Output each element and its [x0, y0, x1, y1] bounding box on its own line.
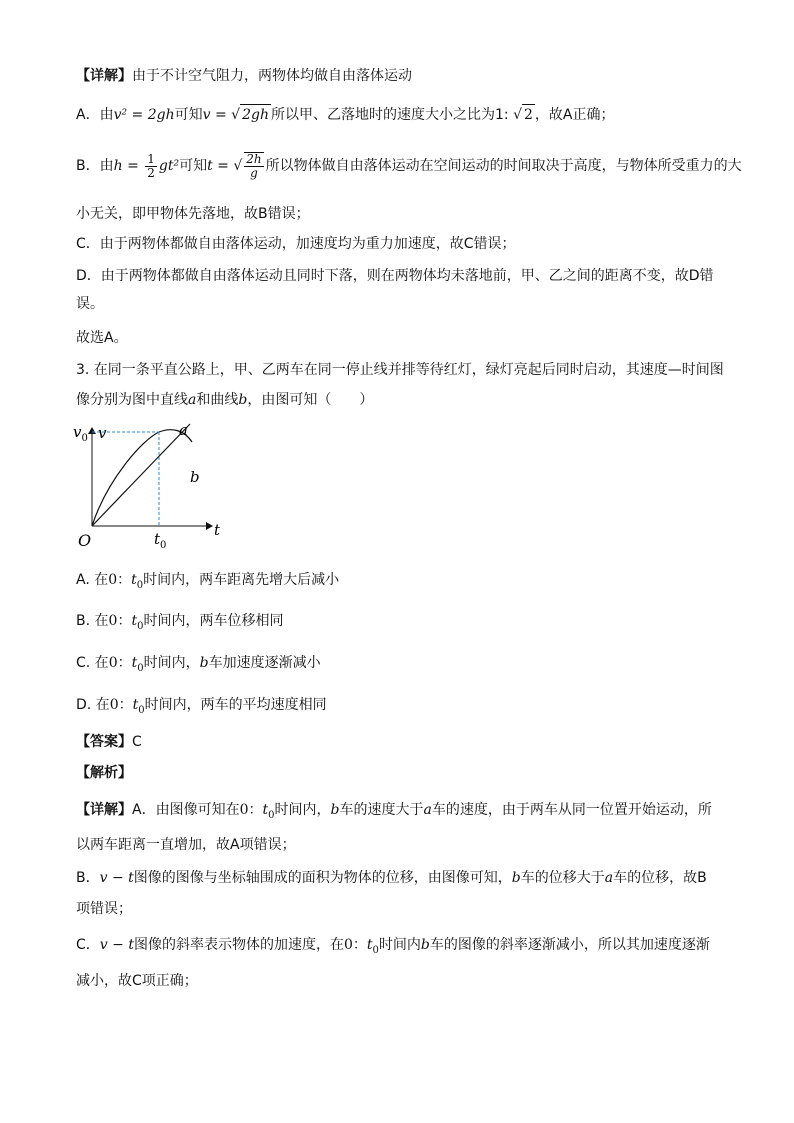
t-var: t — [131, 572, 137, 588]
formula-t-equals: t = — [207, 158, 234, 174]
explanation3-b-line2: 项错误； — [76, 901, 132, 917]
fraction-one-half — [145, 153, 157, 180]
option-text: 时间内，两车距离先增大后减小 — [143, 572, 340, 588]
option-a-prefix: A．由 — [76, 107, 114, 123]
fraction-denominator: 2 — [147, 165, 155, 180]
b-var: b — [511, 870, 521, 886]
b-var: b — [330, 802, 340, 818]
option-d — [76, 695, 327, 721]
option-a — [76, 570, 339, 596]
zero: 0 — [108, 655, 118, 671]
conclusion: 故选A。 — [76, 330, 128, 346]
formula-v-squared: v² = 2gh — [113, 107, 175, 123]
colon: ： — [117, 613, 132, 629]
option-b-mid: 可知 — [179, 158, 208, 174]
question3-line2 — [76, 390, 373, 410]
detail-tag: 【详解】 — [76, 68, 132, 84]
fraction-numerator: 1 — [147, 151, 155, 166]
b-var: b — [420, 937, 430, 953]
option-c — [76, 653, 321, 679]
b-post: 车的位移，故B — [613, 870, 707, 886]
t-var: t — [131, 613, 138, 629]
t-sub: 0 — [138, 704, 145, 716]
q3-var-b: b — [238, 392, 248, 408]
explanation-intro-line — [76, 66, 412, 86]
option-text: 时间内，两车位移相同 — [143, 613, 284, 629]
t-var: t — [131, 655, 138, 671]
explanation-option-b — [76, 152, 742, 180]
label-v: v — [98, 424, 107, 442]
fraction-2h-over-g — [244, 152, 263, 180]
colon: ： — [118, 697, 133, 713]
option-text-pre: 时间内， — [143, 655, 200, 671]
sqrt-2gh: 2gh — [240, 104, 271, 125]
zero: 0 — [109, 697, 119, 713]
explanation3-c-line1 — [76, 935, 710, 961]
t-sub: 0 — [268, 809, 275, 821]
explanation3-c-line2: 减小，故C项正确； — [76, 973, 198, 989]
q3-var-a: a — [188, 392, 197, 408]
label-v0: $v_0$ — [73, 423, 88, 444]
formula-gt-squared: gt² — [158, 158, 180, 174]
b-mid2: 车的位移大于 — [520, 870, 605, 886]
zero: 0 — [108, 572, 118, 588]
curve-b — [92, 430, 192, 526]
label-a: a — [179, 421, 188, 439]
colon: ： — [117, 572, 132, 588]
answer-tag: 【答案】 — [76, 734, 132, 750]
sqrt-sign: √ — [233, 158, 243, 174]
fraction-numerator: 2h — [246, 152, 262, 166]
a-var: a — [423, 802, 432, 818]
colon: ： — [117, 655, 132, 671]
question3-line1: 3. 在同一条平直公路上，甲、乙两车在同一停止线并排等待红灯，绿灯亮起后同时启动，其速度—时间图 — [76, 362, 724, 378]
answer-value: C — [132, 734, 142, 750]
t-sub: 0 — [372, 944, 379, 956]
option-b — [76, 611, 283, 637]
a-pre: A．由图像可知在 — [132, 802, 240, 818]
explanation-option-d-line2: 误。 — [76, 296, 104, 312]
explanation-option-c: C．由于两物体都做自由落体运动，加速度均为重力加速度，故C错误； — [76, 236, 516, 252]
option-a-end: ，故A正确； — [534, 107, 615, 123]
a-mid1: 时间内， — [274, 802, 331, 818]
c-pre: C． — [76, 937, 100, 953]
b-pre: B． — [76, 870, 100, 886]
sqrt-2: 2 — [522, 104, 535, 125]
vt-symbol: v − t — [99, 870, 134, 886]
t-var: t — [366, 937, 373, 953]
option-a-post: 所以甲、乙落地时的速度大小之比为1: — [270, 107, 514, 123]
option-a-mid: 可知 — [174, 107, 203, 123]
sqrt-sign: √ — [513, 107, 522, 123]
label-t: t — [214, 521, 221, 539]
formula-h-equals: h = — [113, 158, 144, 174]
a-var: a — [604, 870, 614, 886]
fraction-denominator: g — [250, 166, 258, 180]
explanation3-a-line2: 以两车距离一直增加，故A项错误； — [76, 837, 296, 853]
option-label: A. 在 — [76, 572, 109, 588]
t-sub: 0 — [137, 620, 144, 632]
colon: ： — [248, 802, 263, 818]
explanation-intro: 由于不计空气阻力，两物体均做自由落体运动 — [132, 68, 412, 84]
explanation-option-d-line1: D．由于两物体都做自由落体运动且同时下落，则在两物体均未落地前，甲、乙之间的距离不变，故D错 — [76, 268, 714, 284]
formula-v-equals: v = — [202, 107, 232, 123]
option-b-post: 所以物体做自由落体运动在空间运动的时间取决于高度，与物体所受重力的大 — [265, 158, 742, 174]
c-mid2: 时间内 — [378, 937, 421, 953]
a-post: 车的速度，由于两车从同一位置开始运动，所 — [431, 802, 712, 818]
c-post: 车的图像的斜率逐渐减小，所以其加速度逐渐 — [429, 937, 710, 953]
colon: ： — [352, 937, 367, 953]
label-b: b — [190, 468, 200, 486]
t-sub: 0 — [137, 662, 144, 674]
detail-tag: 【详解】 — [76, 802, 132, 818]
zero: 0 — [108, 613, 118, 629]
q3-line2-post: ，由图可知（ ） — [247, 392, 374, 408]
q3-line2-pre: 像分别为图中直线 — [76, 392, 188, 408]
analysis-label: 【解析】 — [76, 765, 132, 781]
option-label: D. 在 — [76, 697, 110, 713]
zero: 0 — [239, 802, 249, 818]
answer-line — [76, 732, 142, 752]
a-mid2: 车的速度大于 — [339, 802, 424, 818]
explanation3-b-line1 — [76, 868, 707, 888]
c-mid: 图像的斜率表示物体的加速度，在 — [133, 937, 344, 953]
t-sub: 0 — [136, 579, 144, 591]
option-text: 车加速度逐渐减小 — [208, 655, 321, 671]
option-b-prefix: B．由 — [76, 158, 114, 174]
q3-line2-mid: 和曲线 — [196, 392, 239, 408]
option-text: 时间内，两车的平均速度相同 — [144, 697, 327, 713]
label-origin: O — [78, 531, 92, 550]
vt-graph — [72, 420, 232, 555]
b-mid: 图像的图像与坐标轴围成的面积为物体的位移，由图像可知， — [133, 870, 512, 886]
explanation-option-b-line2: 小无关，即甲物体先落地，故B错误； — [76, 206, 310, 222]
b-var: b — [199, 655, 209, 671]
explanation3-a-line1 — [76, 800, 712, 826]
option-label: C. 在 — [76, 655, 109, 671]
t-var: t — [132, 697, 139, 713]
analysis-tag — [76, 763, 132, 783]
option-label: B. 在 — [76, 613, 109, 629]
vt-symbol: v − t — [99, 937, 134, 953]
sqrt-sign: √ — [231, 107, 241, 123]
t-var: t — [262, 802, 269, 818]
line-a — [92, 424, 190, 526]
explanation-option-a — [76, 104, 614, 125]
label-t0: $t_0$ — [154, 530, 167, 551]
zero: 0 — [343, 937, 353, 953]
